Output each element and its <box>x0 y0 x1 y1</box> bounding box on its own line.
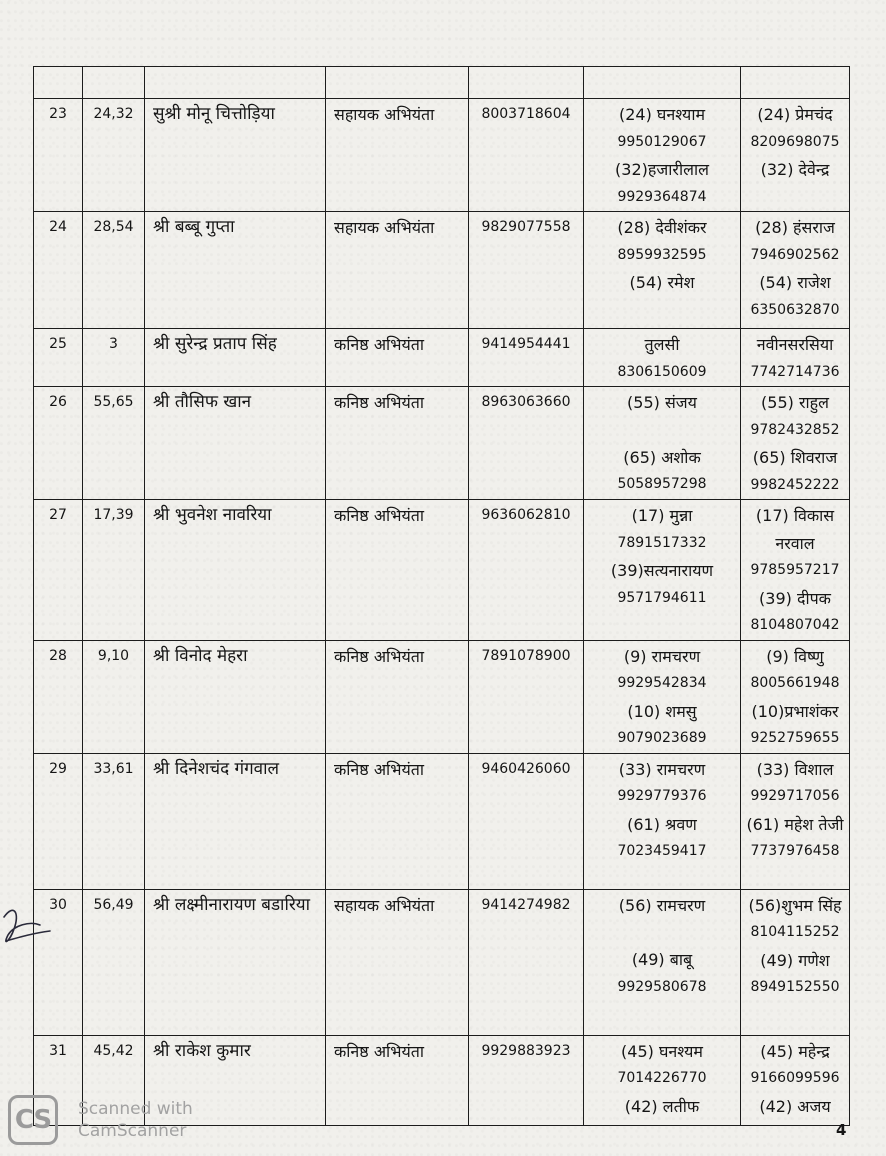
table-row <box>34 329 850 387</box>
watermark-line-2: CamScanner <box>78 1121 187 1141</box>
mobile-number-cell: 8003718604 <box>469 99 584 212</box>
contact-name: (42) लतीफ <box>624 1096 700 1116</box>
header-cell <box>34 67 83 99</box>
serial-number-cell: 26 <box>34 387 83 500</box>
contact-list-b-cell <box>741 753 850 889</box>
contact-phone: 7742714736 <box>750 363 840 380</box>
contact-entry <box>586 101 738 156</box>
table-row <box>34 212 850 329</box>
contact-name: (24) प्रेमचंद <box>757 105 833 124</box>
empty-header-row <box>34 67 850 99</box>
serial-number-cell: 24 <box>34 212 83 329</box>
table-row <box>34 753 850 889</box>
contact-phone: 8104807042 <box>750 617 840 633</box>
contact-phone: 9929580678 <box>617 978 707 995</box>
contact-list-a-cell <box>584 99 741 212</box>
contact-phone: 8005661948 <box>750 675 840 691</box>
table-row <box>34 500 850 641</box>
contact-entry <box>743 811 847 866</box>
contact-list-b-cell <box>741 329 850 387</box>
contact-entry <box>743 698 847 753</box>
page-number: 4 <box>836 1121 847 1139</box>
contact-name: (32)हजारीलाल <box>615 160 709 179</box>
contact-name: (45) घनश्यम <box>621 1041 703 1061</box>
designation-cell: कनिष्ठ अभियंता <box>326 640 469 753</box>
contact-list-a-cell <box>584 1035 741 1125</box>
header-cell <box>469 67 584 99</box>
contact-entry <box>743 156 847 184</box>
mobile-number-cell: 9829077558 <box>469 212 584 329</box>
designation-cell: कनिष्ठ अभियंता <box>326 387 469 500</box>
ward-numbers-cell: 17,39 <box>83 500 145 641</box>
contact-name: (49) बाबू <box>631 950 693 969</box>
contact-phone: 9982452222 <box>750 476 840 493</box>
contact-entry <box>743 331 847 386</box>
header-cell <box>741 67 850 99</box>
officer-name-cell: श्री राकेश कुमार <box>145 1035 326 1125</box>
contact-phone: 9929717056 <box>750 788 840 804</box>
contact-phone: 7946902562 <box>750 246 840 263</box>
serial-number-cell: 27 <box>34 500 83 641</box>
contact-phone: 9929364874 <box>617 188 707 205</box>
header-cell <box>584 67 741 99</box>
contact-phone: 8209698075 <box>750 133 840 150</box>
officer-name-cell: श्री भुवनेश नावरिया <box>145 500 326 641</box>
contact-name: (49) गणेश <box>760 950 830 970</box>
mobile-number-cell: 9414274982 <box>469 889 584 1035</box>
ward-numbers-cell: 56,49 <box>83 889 145 1035</box>
officer-name-cell: श्री सुरेन्द्र प्रताप सिंह <box>145 329 326 387</box>
spacer <box>586 417 738 444</box>
contact-name: (10)प्रभाशंकर <box>751 701 839 721</box>
designation-cell: सहायक अभियंता <box>326 212 469 329</box>
mobile-number-cell: 9460426060 <box>469 753 584 889</box>
contact-name: (17) मुन्ना <box>631 506 693 525</box>
contact-phone: 9079023689 <box>617 730 707 746</box>
contact-name: (9) विष्णु <box>766 646 824 666</box>
contact-name: (33) विशाल <box>756 759 834 779</box>
mobile-number-cell: 8963063660 <box>469 387 584 500</box>
contact-list-a-cell <box>584 889 741 1035</box>
contact-entry <box>743 585 847 640</box>
officer-name-cell: श्री लक्ष्मीनारायण बडारिया <box>145 889 326 1035</box>
mobile-number-cell: 9414954441 <box>469 329 584 387</box>
designation-cell: कनिष्ठ अभियंता <box>326 500 469 641</box>
contact-entry <box>586 389 738 444</box>
contact-name: (45) महेन्द्र <box>760 1041 830 1061</box>
contact-name: (55) संजय <box>627 393 697 412</box>
contact-entry <box>586 214 738 269</box>
contact-phone: 8306150609 <box>617 363 707 380</box>
spacer <box>586 919 738 946</box>
contact-name: (65) अशोक <box>623 447 701 467</box>
contact-list-a-cell <box>584 387 741 500</box>
designation-cell: कनिष्ठ अभियंता <box>326 1035 469 1125</box>
ward-numbers-cell: 55,65 <box>83 387 145 500</box>
officer-name-cell: श्री तौसिफ खान <box>145 387 326 500</box>
contact-phone: 8959932595 <box>617 246 707 263</box>
contact-entry <box>743 502 847 585</box>
ward-numbers-cell: 3 <box>83 329 145 387</box>
contact-list-a-cell <box>584 640 741 753</box>
contact-entry <box>586 892 738 947</box>
contact-name: (61) महेश तेजी <box>746 814 844 834</box>
contact-entry <box>743 947 847 1002</box>
contact-phone: 9571794611 <box>617 589 707 606</box>
contact-entry <box>586 946 738 1001</box>
serial-number-cell: 31 <box>34 1035 83 1125</box>
watermark-line-1: Scanned with <box>78 1099 193 1119</box>
table-row <box>34 99 850 212</box>
ward-numbers-cell: 9,10 <box>83 640 145 753</box>
contact-phone: 9785957217 <box>750 562 840 578</box>
contact-entry <box>586 756 738 811</box>
contact-entry <box>586 1038 738 1093</box>
contact-phone: 9929779376 <box>617 788 707 804</box>
contact-phone: 9782432852 <box>750 421 840 438</box>
contact-name: (28) देवीशंकर <box>617 218 707 237</box>
contact-phone: 9166099596 <box>750 1070 840 1086</box>
contact-entry <box>743 269 847 324</box>
contact-entry <box>586 502 738 557</box>
contact-name: तुलसी <box>644 335 680 354</box>
ward-numbers-cell: 24,32 <box>83 99 145 212</box>
contact-entry <box>586 698 738 753</box>
contact-phone: 7023459417 <box>617 843 707 859</box>
contact-name: (65) शिवराज <box>752 448 838 467</box>
contact-phone: 7014226770 <box>617 1070 707 1086</box>
contact-name: (42) अजय <box>759 1096 831 1116</box>
contact-entry <box>743 756 847 811</box>
contact-phone: 6350632870 <box>750 301 840 318</box>
serial-number-cell: 28 <box>34 640 83 753</box>
contact-name: (39)सत्यनारायण <box>610 561 714 580</box>
designation-cell: सहायक अभियंता <box>326 99 469 212</box>
contact-list-b-cell <box>741 1035 850 1125</box>
contact-list-b-cell <box>741 99 850 212</box>
mobile-number-cell: 7891078900 <box>469 640 584 753</box>
officer-name-cell: श्री बब्बू गुप्ता <box>145 212 326 329</box>
contact-entry <box>586 156 738 211</box>
contact-name: (17) विकास नरवाल <box>755 506 835 553</box>
table-row <box>34 640 850 753</box>
contact-name: (55) राहुल <box>761 393 829 412</box>
contact-entry <box>586 1093 738 1121</box>
table-row <box>34 387 850 500</box>
contact-name: (24) घनश्याम <box>618 105 706 124</box>
designation-cell: कनिष्ठ अभियंता <box>326 753 469 889</box>
contact-list-b-cell <box>741 500 850 641</box>
contact-list-a-cell <box>584 753 741 889</box>
officer-name-cell: श्री विनोद मेहरा <box>145 640 326 753</box>
contact-phone: 8949152550 <box>750 979 840 995</box>
officer-name-cell: सुश्री मोनू चित्तोड़िया <box>145 99 326 212</box>
contact-name: (33) रामचरण <box>618 759 706 779</box>
contact-list-a-cell <box>584 212 741 329</box>
contact-list-b-cell <box>741 640 850 753</box>
camscanner-logo-icon: CS <box>8 1095 58 1145</box>
contact-name: (56)शुभम सिंह <box>748 895 842 915</box>
contact-entry <box>586 444 738 499</box>
contact-name: (10) शमसु <box>627 701 697 721</box>
contact-entry <box>743 101 847 156</box>
contact-entry <box>743 892 847 947</box>
contact-entry <box>586 643 738 698</box>
contact-entry <box>586 331 738 386</box>
serial-number-cell: 23 <box>34 99 83 212</box>
officer-name-cell: श्री दिनेशचंद गंगवाल <box>145 753 326 889</box>
contact-name: (28) हंसराज <box>755 218 835 237</box>
contact-entry <box>743 444 847 499</box>
contact-list-b-cell <box>741 387 850 500</box>
contact-entry <box>743 389 847 444</box>
contact-name: (54) रमेश <box>629 273 695 292</box>
serial-number-cell: 30 <box>34 889 83 1035</box>
contact-entry <box>743 214 847 269</box>
designation-cell: कनिष्ठ अभियंता <box>326 329 469 387</box>
contact-name: (61) श्रवण <box>627 814 697 834</box>
ward-numbers-cell: 45,42 <box>83 1035 145 1125</box>
contact-phone: 7737976458 <box>750 843 840 859</box>
header-cell <box>145 67 326 99</box>
contact-phone: 5058957298 <box>617 476 707 492</box>
header-cell <box>83 67 145 99</box>
contact-list-a-cell <box>584 500 741 641</box>
contact-phone: 8104115252 <box>750 924 840 940</box>
contact-entry <box>586 269 738 297</box>
ward-numbers-cell: 33,61 <box>83 753 145 889</box>
contact-name: (39) दीपक <box>759 588 831 608</box>
contact-entry <box>586 557 738 612</box>
ward-numbers-cell: 28,54 <box>83 212 145 329</box>
contact-list-a-cell <box>584 329 741 387</box>
contact-entry <box>586 811 738 866</box>
contact-phone: 9252759655 <box>750 730 840 746</box>
contact-phone: 9950129067 <box>617 133 707 150</box>
contact-name: नवीनसरसिया <box>756 335 834 354</box>
mobile-number-cell: 9929883923 <box>469 1035 584 1125</box>
camscanner-watermark <box>78 1098 248 1142</box>
signature-scribble <box>0 895 60 965</box>
contact-phone: 9929542834 <box>617 675 707 691</box>
header-cell <box>326 67 469 99</box>
serial-number-cell: 29 <box>34 753 83 889</box>
contact-name: (32) देवेन्द्र <box>760 160 830 179</box>
contact-list-b-cell <box>741 889 850 1035</box>
mobile-number-cell: 9636062810 <box>469 500 584 641</box>
contact-list-b-cell <box>741 212 850 329</box>
serial-number-cell: 25 <box>34 329 83 387</box>
contact-phone: 7891517332 <box>617 534 707 551</box>
contact-name: (9) रामचरण <box>623 646 701 666</box>
designation-cell: सहायक अभियंता <box>326 889 469 1035</box>
contact-name: (54) राजेश <box>759 273 831 292</box>
staff-assignment-table <box>33 66 850 1126</box>
table-row <box>34 889 850 1035</box>
contact-entry <box>743 1093 847 1121</box>
contact-name: (56) रामचरण <box>618 895 706 915</box>
contact-entry <box>743 1038 847 1093</box>
contact-entry <box>743 643 847 698</box>
